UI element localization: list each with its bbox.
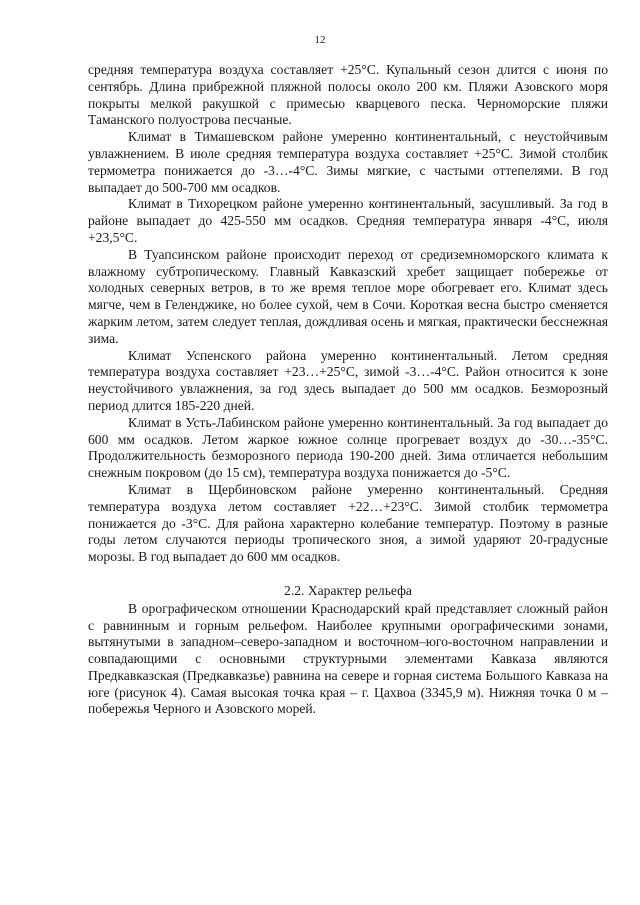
paragraph-shcherbinovsky-climate: Климат в Щербиновском районе умеренно континентальный. Средняя температура воздуха летом составляет +22…+23°С. Зимой столбик термометра понижается до -3°С. Для района характерно колебание температур. Поэтому в разные годы летом случаются периоды тропического зноя, а зимой ударяют 20-градусные морозы. В год выпадает до 600 мм осадков. [88,481,608,565]
paragraph-tikhoretsk-climate: Климат в Тихорецком районе умеренно континентальный, засушливый. За год в районе выпадает до 425-550 мм осадков. Средняя температура января -4°С, июля +23,5°С. [88,196,608,245]
paragraph-beach-info: средняя температура воздуха составляет +25°С. Купальный сезон длится с июня по сентябрь. Длина прибрежной пляжной полосы около 200 км. Пляжи Азовского моря покрыты мелкой ракушкой с примесью кварцевого песка. Черноморские пляжи Таманского полуострова песчаные. [88,62,608,128]
paragraph-ust-labinsk-climate: Климат в Усть-Лабинском районе умеренно континентальный. За год выпадает до 600 мм осадков. Летом жаркое южное солнце прогревает воздух до -30…-35°С. Продолжительность безморозного периода 190-200 дней. Зима отличается небольшим снежным покровом (до 15 см), температура воздуха понижается до -5°С. [88,414,608,481]
paragraph-tuapse-climate: В Туапсинском районе происходит переход от средиземноморского климата к влажному субтропическому. Главный Кавказский хребет защищает побережье от холодных северных ветров, в то же время теплое море обогревает его. Климат здесь мягче, чем в Геленджике, но более сухой, чем в Сочи. Короткая весна быстро сменяется жарким летом, затем следует теплая, дождливая осень и мягкая, практически бесснежная зима. [88,246,608,346]
page-number: 12 [314,34,326,46]
paragraph-timashevsk-climate: Климат в Тимашевском районе умеренно континентальный, с неустойчивым увлажнением. В июле средняя температура воздуха составляет +25°С. Зимой столбик термометра понижается до -3…-4°С. Зимы мягкие, с частыми оттепелями. В год выпадает до 500-700 мм осадков. [88,129,608,195]
paragraph-relief: В орографическом отношении Краснодарский край представляет сложный район с равнинным и горным рельефом. Наиболее крупными орографическими зонами, вытянутыми в западном–северо-западном и восточном–юго-восточном направлении и совпадающими с основными структурными элементами Кавказа являются Предкавказская (Предкавказье) равнина на севере и горная система Большого Кавказа на юге (рисунок 4). Самая высокая точка края – г. Цахвоа (3345,9 м). Нижняя точка 0 м – побережья Черного и Азовского морей. [88,600,608,717]
page-content [88,62,608,718]
paragraph-uspensky-climate: Климат Успенского района умеренно континентальный. Летом средняя температура воздуха составляет +23…+25°С, зимой -3…-4°С. Район относится к зоне неустойчивого увлажнения, за год здесь выпадает до 500 мм осадков. Безморозный период длится 185-220 дней. [88,347,608,413]
section-heading: 2.2. Характер рельефа [284,582,412,598]
